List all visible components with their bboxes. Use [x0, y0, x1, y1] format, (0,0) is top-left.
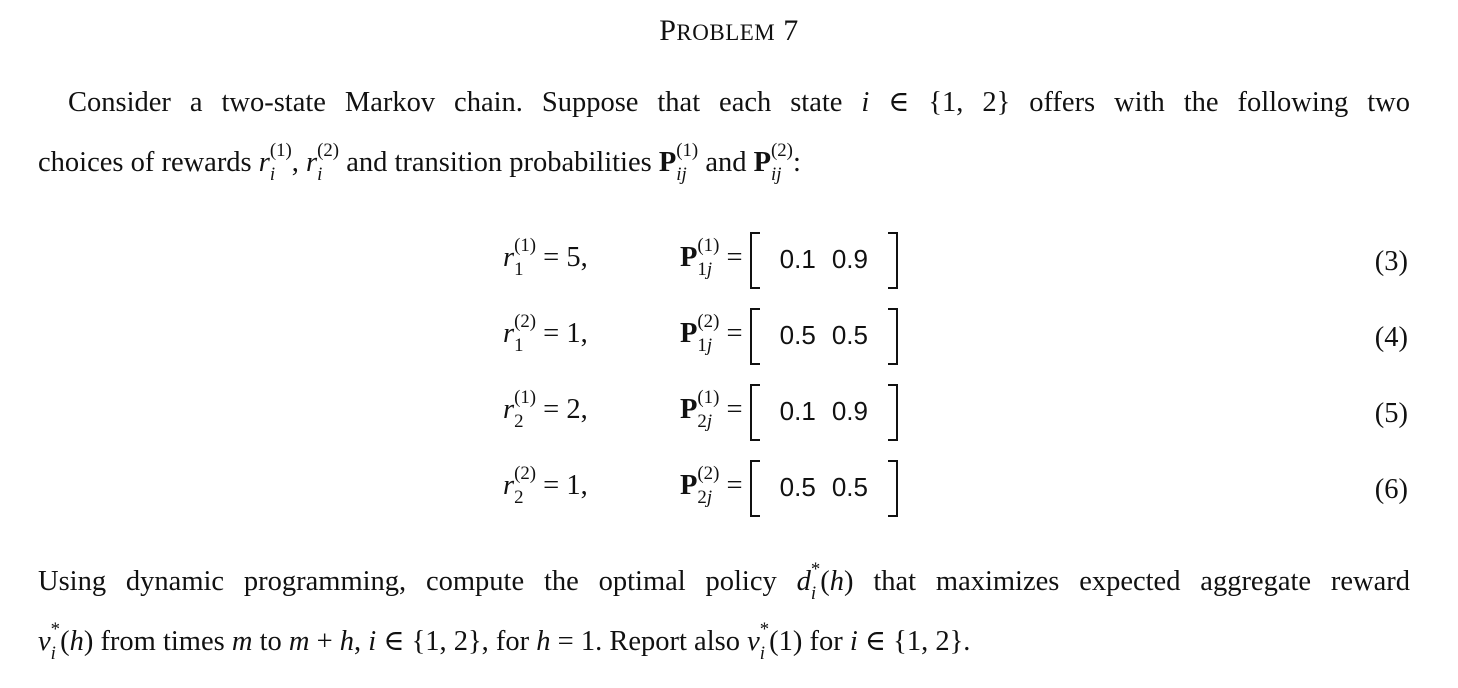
equation-number: (3)	[1374, 246, 1408, 277]
transition-expression: P (2) 1j = 0.5 0.5	[680, 318, 898, 357]
equation-row	[0, 380, 1458, 454]
probability-row-matrix: 0.5 0.5	[750, 320, 898, 351]
conclusion-paragraph	[38, 552, 1410, 672]
transition-expression: P (1) 2j = 0.1 0.9	[680, 394, 898, 433]
probability-row-matrix: 0.5 0.5	[750, 472, 898, 503]
reward-expression: r (2) 2 = 1,	[503, 462, 588, 509]
equation-row	[0, 304, 1458, 378]
probability-row-matrix: 0.1 0.9	[750, 396, 898, 427]
probability-row-matrix: 0.1 0.9	[750, 244, 898, 275]
transition-expression: P (2) 2j = 0.5 0.5	[680, 470, 898, 509]
reward-expression: r (2) 1 = 1,	[503, 310, 588, 357]
conclusion-line-1: Using dynamic programming, compute the optimal policy d * i (h) that maximizes expected aggregate reward	[38, 558, 1410, 605]
conclusion-line-2: v * i (h) from times m to m + h, i ∈ {1, 2}, for h = 1. Report also v * i (1) for i ∈ {1, 2}.	[38, 618, 971, 665]
intro-line-1: Consider a two-state Markov chain. Suppose that each state i ∈ {1, 2} offers with the following two	[68, 87, 1411, 118]
intro-paragraph	[38, 73, 1410, 193]
transition-expression: P (1) 1j = 0.1 0.9	[680, 242, 898, 281]
equation-number: (4)	[1374, 322, 1408, 353]
intro-line-2: choices of rewards r (1) i , r (2) i and transition probabilities P (1) ij and P (2) ij :	[38, 139, 801, 186]
reward-expression: r (1) 2 = 2,	[503, 386, 588, 433]
reward-expression: r (1) 1 = 5,	[503, 234, 588, 281]
equation-number: (6)	[1374, 474, 1408, 505]
equation-row	[0, 456, 1458, 530]
equation-number: (5)	[1374, 398, 1408, 429]
equation-row	[0, 228, 1458, 302]
problem-title: PROBLEM 7	[659, 14, 799, 47]
